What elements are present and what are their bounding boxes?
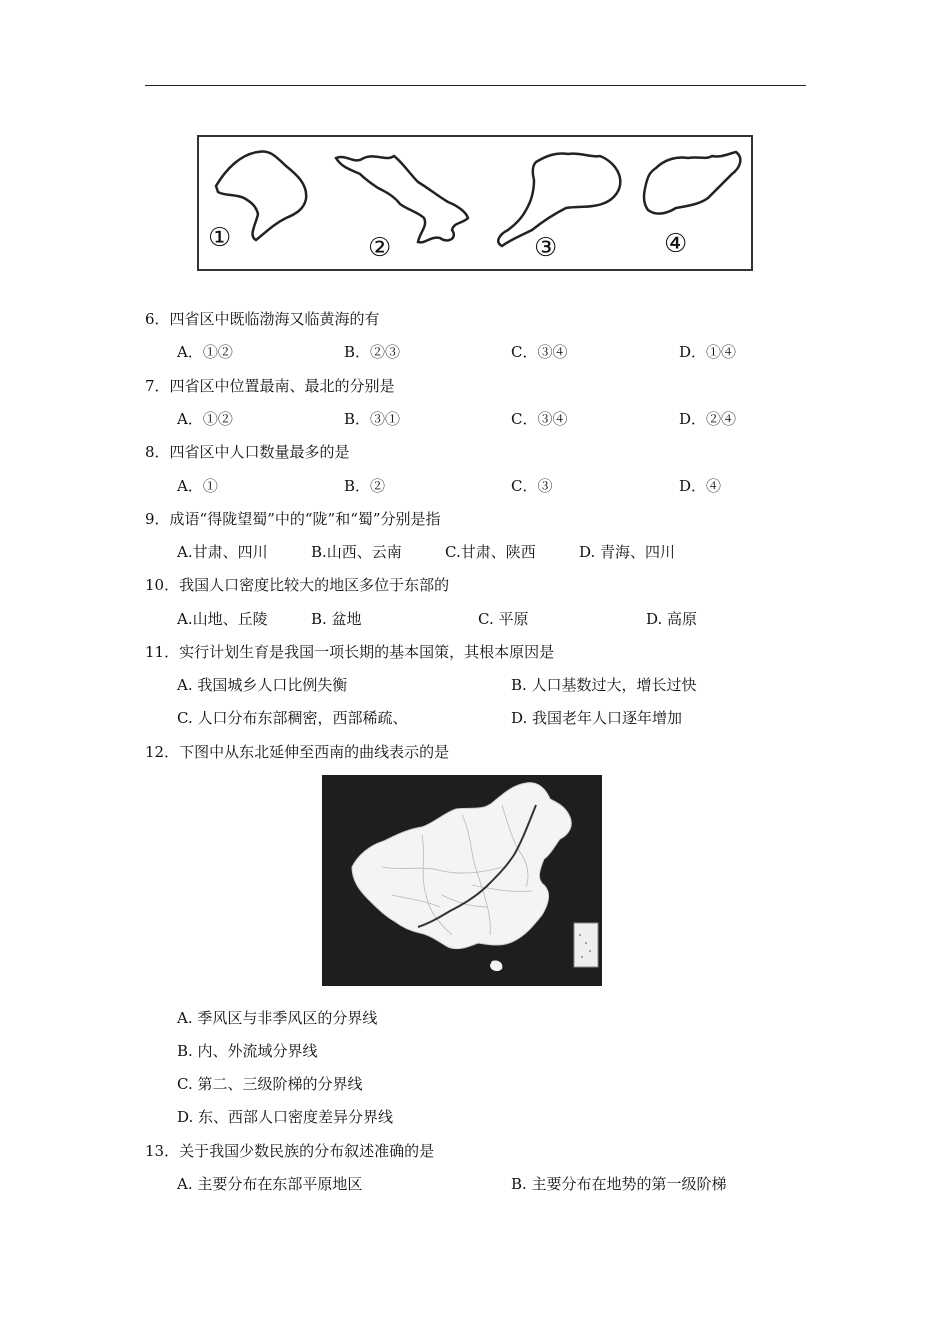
q11-option-a: A. 我国城乡人口比例失衡: [177, 676, 348, 694]
q10-option-a: A.山地、丘陵: [177, 610, 268, 628]
q11-option-b: B. 人口基数过大，增长过快: [511, 676, 697, 694]
q12-option-b: B. 内、外流域分界线: [177, 1042, 318, 1060]
q11-option-c: C. 人口分布东部稠密，西部稀疏、: [177, 709, 408, 727]
q13-option-a: A. 主要分布在东部平原地区: [177, 1175, 363, 1193]
q9-option-c: C.甘肃、陕西: [445, 543, 536, 561]
q6-option-a: A．①②: [177, 343, 233, 361]
q9-option-a: A.甘肃、四川: [177, 543, 268, 561]
q10-option-d: D. 高原: [646, 610, 698, 628]
q6-option-b: B．②③: [344, 343, 401, 361]
q7-option-c: C．③④: [511, 410, 568, 428]
question-8: 8．四省区中人口数量最多的是: [145, 443, 350, 461]
q9-option-b: B.山西、云南: [311, 543, 402, 561]
question-10: 10．我国人口密度比较大的地区多位于东部的: [145, 576, 450, 594]
q7-option-b: B．③①: [344, 410, 401, 428]
q12-option-c: C. 第二、三级阶梯的分界线: [177, 1075, 363, 1093]
province-outlines-figure: [196, 134, 754, 272]
q12-option-a: A. 季风区与非季风区的分界线: [177, 1009, 378, 1027]
question-11: 11．实行计划生育是我国一项长期的基本国策，其根本原因是: [145, 643, 555, 661]
q11-option-d: D. 我国老年人口逐年增加: [511, 709, 683, 727]
q8-option-d: D．④: [679, 477, 722, 495]
question-7: 7．四省区中位置最南、最北的分别是: [145, 377, 395, 395]
q13-option-b: B. 主要分布在地势的第一级阶梯: [511, 1175, 727, 1193]
province-outline-2: [336, 156, 468, 242]
q10-option-c: C. 平原: [478, 610, 529, 628]
q6-option-c: C．③④: [511, 343, 568, 361]
province-outline-4: [644, 152, 740, 214]
q10-option-b: B. 盆地: [311, 610, 362, 628]
china-map-figure: [322, 775, 602, 986]
figure-label-4: ④: [664, 229, 688, 259]
province-outline-3: [498, 153, 620, 246]
q7-option-d: D．②④: [679, 410, 737, 428]
q9-option-d: D. 青海、四川: [579, 543, 676, 561]
question-13: 13．关于我国少数民族的分布叙述准确的是: [145, 1142, 435, 1160]
q7-option-a: A．①②: [177, 410, 233, 428]
question-9: 9．成语“得陇望蜀”中的“陇”和“蜀”分别是指: [145, 510, 441, 528]
q8-option-b: B．②: [344, 477, 386, 495]
q8-option-a: A．①: [177, 477, 218, 495]
question-6: 6．四省区中既临渤海又临黄海的有: [145, 310, 380, 328]
question-12: 12．下图中从东北延伸至西南的曲线表示的是: [145, 743, 450, 761]
q12-option-d: D. 东、西部人口密度差异分界线: [177, 1108, 394, 1126]
q8-option-c: C．③: [511, 477, 553, 495]
header-rule: [145, 85, 806, 86]
figure-label-3: ③: [534, 233, 558, 263]
q6-option-d: D．①④: [679, 343, 737, 361]
south-china-sea-inset: [574, 923, 598, 967]
figure-label-2: ②: [368, 233, 392, 263]
figure-label-1: ①: [208, 223, 232, 253]
